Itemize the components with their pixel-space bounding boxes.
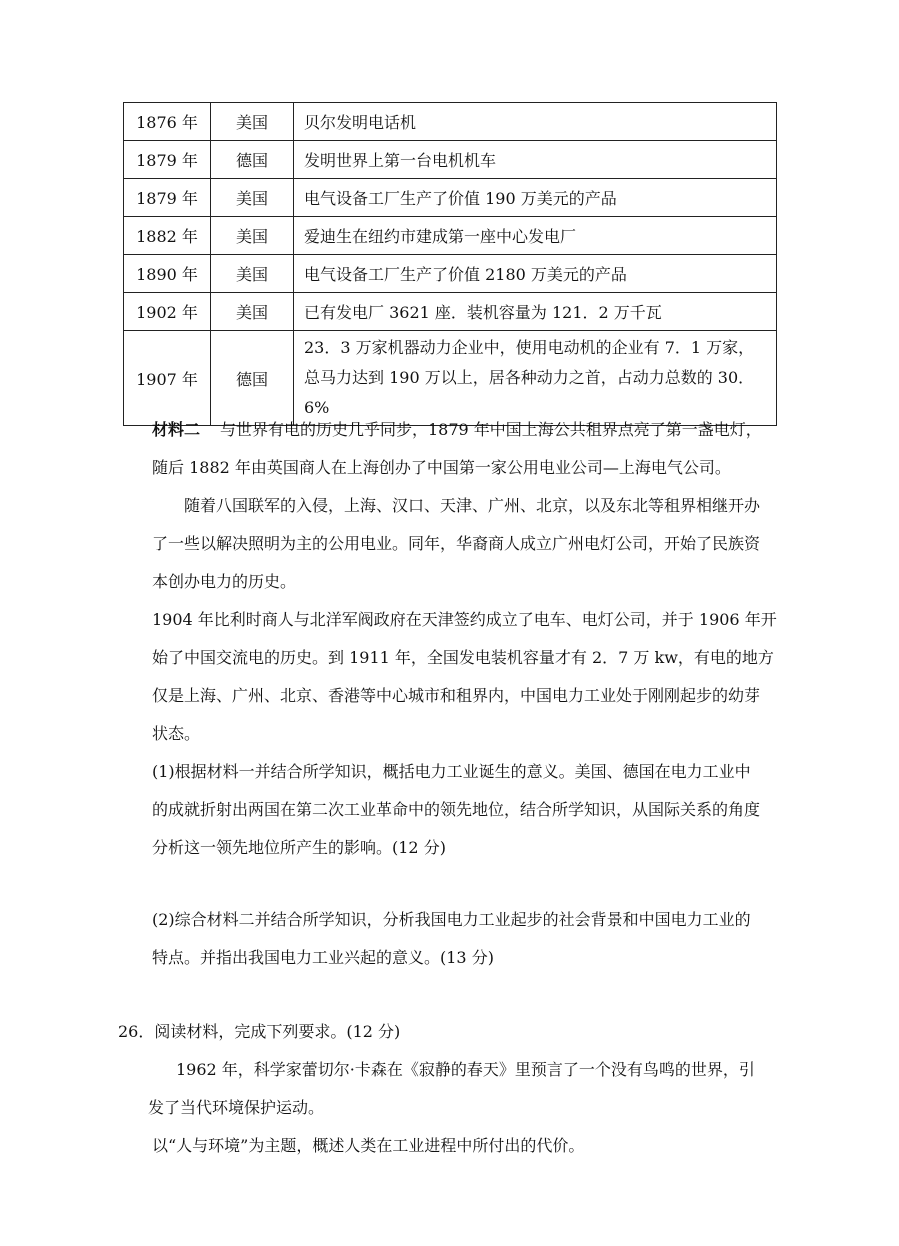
material2-text: 本创办电力的历史。 (152, 572, 297, 591)
event-cell: 贝尔发明电话机 (294, 103, 777, 141)
question-2: 特点。并指出我国电力工业兴起的意义。(13 分) (152, 948, 494, 967)
country-cell: 美国 (211, 103, 294, 141)
question-26-task: 以“人与环境”为主题，概述人类在工业进程中所付出的代价。 (152, 1136, 585, 1155)
year-cell: 1879 年 (124, 179, 211, 217)
year-cell: 1876 年 (124, 103, 211, 141)
country-cell: 美国 (211, 217, 294, 255)
material2-text: 始了中国交流电的历史。到 1911 年，全国发电装机容量才有 2．7 万 kw，有电的地方 (152, 648, 774, 667)
country-cell: 美国 (211, 179, 294, 217)
event-cell (294, 331, 777, 426)
question-1: (1)根据材料一并结合所学知识，概括电力工业诞生的意义。美国、德国在电力工业中 (152, 762, 751, 781)
question-26-text: 发了当代环境保护运动。 (148, 1098, 325, 1117)
table-row (124, 103, 777, 141)
table-row (124, 179, 777, 217)
electric-industry-table (123, 102, 777, 426)
question-26-heading: 26．阅读材料，完成下列要求。(12 分) (118, 1022, 401, 1041)
table-row (124, 217, 777, 255)
country-cell: 德国 (211, 141, 294, 179)
question-26-text: 1962 年，科学家蕾切尔·卡森在《寂静的春天》里预言了一个没有鸟鸣的世界，引 (176, 1060, 755, 1079)
year-cell: 1882 年 (124, 217, 211, 255)
event-cell: 发明世界上第一台电机机车 (294, 141, 777, 179)
year-cell: 1902 年 (124, 293, 211, 331)
material2-text: 随着八国联军的入侵，上海、汉口、天津、广州、北京，以及东北等租界相继开办 (184, 496, 761, 515)
country-cell: 美国 (211, 293, 294, 331)
material2-text: 仅是上海、广州、北京、香港等中心城市和租界内，中国电力工业处于刚刚起步的幼芽 (152, 686, 761, 705)
event-cell: 爱迪生在纽约市建成第一座中心发电厂 (294, 217, 777, 255)
table-row (124, 331, 777, 426)
table-row (124, 141, 777, 179)
year-cell: 1879 年 (124, 141, 211, 179)
material2-label: 材料二 (152, 420, 201, 439)
country-cell: 美国 (211, 255, 294, 293)
event-cell: 已有发电厂 3621 座．装机容量为 121．2 万千瓦 (294, 293, 777, 331)
event-cell: 电气设备工厂生产了价值 190 万美元的产品 (294, 179, 777, 217)
question-1: 分析这一领先地位所产生的影响。(12 分) (152, 838, 446, 857)
material2-text: 了一些以解决照明为主的公用电业。同年，华裔商人成立广州电灯公司，开始了民族资 (152, 534, 761, 553)
year-cell: 1907 年 (124, 331, 211, 426)
table-row (124, 255, 777, 293)
material2-text: 1904 年比利时商人与北洋军阀政府在天津签约成立了电车、电灯公司，并于 1906 年开 (152, 610, 777, 629)
question-2: (2)综合材料二并结合所学知识，分析我国电力工业起步的社会背景和中国电力工业的 (152, 910, 751, 929)
material2-text: 与世界有电的历史几乎同步，1879 年中国上海公共租界点亮了第一盏电灯， (220, 420, 762, 439)
year-cell: 1890 年 (124, 255, 211, 293)
event-line: 23．3 万家机器动力企业中，使用电动机的企业有 7．1 万家， (304, 338, 755, 357)
country-cell: 德国 (211, 331, 294, 426)
table-row (124, 293, 777, 331)
event-cell: 电气设备工厂生产了价值 2180 万美元的产品 (294, 255, 777, 293)
event-line: 总马力达到 190 万以上，居各种动力之首，占动力总数的 30．6% (304, 368, 755, 417)
question-1: 的成就折射出两国在第二次工业革命中的领先地位，结合所学知识，从国际关系的角度 (152, 800, 761, 819)
material2-text: 随后 1882 年由英国商人在上海创办了中国第一家公用电业公司—上海电气公司。 (152, 458, 731, 477)
material2-text: 状态。 (152, 724, 201, 743)
